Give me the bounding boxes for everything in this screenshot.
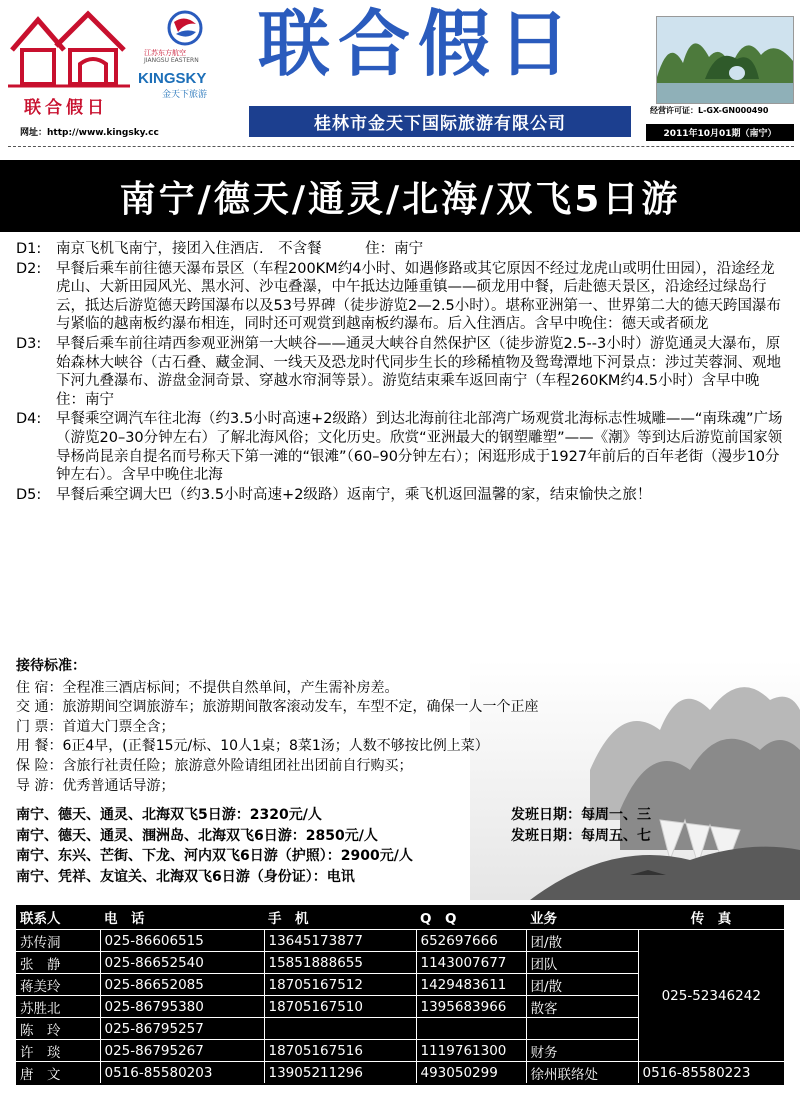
standard-item: 交 通：旅游期间空调旅游车；旅游期间散客滚动发车，车型不定，确保一人一个正座 [16, 699, 539, 716]
license-number: 经营许可证：L-GX-GN000490 [650, 106, 769, 115]
day-label: D3: [16, 335, 42, 352]
contact-qq: 1395683966 [416, 996, 526, 1018]
airline-name-en: JIANGSU EASTERN [144, 57, 199, 64]
contact-fax: 0516-85580223 [638, 1062, 784, 1084]
price-row [16, 805, 786, 826]
column-header: 传 真 [690, 911, 732, 927]
brand-title: 联合假日 [258, 1, 579, 86]
contact-phone: 025-86795257 [100, 1018, 264, 1040]
table-row [16, 930, 784, 952]
contact-phone: 025-86795380 [100, 996, 264, 1018]
house-logo-icon [8, 10, 130, 90]
issue-label: 2011年10月01期（南宁） [646, 124, 794, 141]
contact-mobile: 13905211296 [264, 1062, 416, 1084]
contact-business: 团/散 [526, 974, 638, 996]
header [0, 0, 800, 152]
tour-title: 南宁/德天/通灵/北海/双飞5日游 [119, 178, 681, 220]
contact-mobile: 18705167512 [264, 974, 416, 996]
airline-name: 江苏东方航空 [144, 49, 186, 57]
day-text: 早餐后乘车前往靖西参观亚洲第一大峡谷——通灵大峡谷自然保护区（徒步游览2.5--3小时）游览通灵大瀑布，原始森林大峡谷（古石叠、藏金洞、一线天及恐龙时代同步生长的珍稀植物及鸳鸯潭地下河景点：涉过芙蓉洞、观地下河九叠瀑布、游盘金洞奇景、穿越水帘洞等景）。游览结束乘车返回南宁（车程260KM约4.5小时）含早中晚住：南宁 [56, 335, 781, 408]
price-schedule: 发班日期：每周五、七 [511, 827, 651, 844]
tour-title-bar [0, 160, 800, 232]
column-header: 联系人 [20, 911, 61, 927]
logo-text: 联合假日 [24, 98, 108, 118]
itinerary-day [16, 410, 786, 484]
column-header: 手 机 [268, 911, 309, 927]
airline-logo-icon [140, 10, 230, 46]
contact-mobile: 15851888655 [264, 952, 416, 974]
contact-phone: 0516-85580203 [100, 1062, 264, 1084]
itinerary-day [16, 240, 786, 259]
contact-business: 财务 [526, 1040, 638, 1062]
price-list [16, 805, 786, 887]
kingsky-name: KINGSKY [138, 70, 207, 87]
day-label: D5: [16, 486, 42, 503]
contact-qq: 1143007677 [416, 952, 526, 974]
website-url[interactable]: 网址：http://www.kingsky.cc [20, 128, 159, 138]
contact-qq: 493050299 [416, 1062, 526, 1084]
itinerary-day [16, 335, 786, 409]
contact-business [526, 1018, 638, 1040]
contact-mobile: 18705167510 [264, 996, 416, 1018]
contact-qq: 1119761300 [416, 1040, 526, 1062]
column-header: Q Q [420, 911, 457, 927]
contact-phone: 025-86652540 [100, 952, 264, 974]
standards-heading: 接待标准： [16, 658, 86, 674]
karst-photo [656, 16, 794, 104]
contact-mobile: 13645173877 [264, 930, 416, 952]
price-row [16, 846, 786, 867]
contact-qq: 1429483611 [416, 974, 526, 996]
price-schedule: 发班日期：每周一、三 [511, 807, 651, 823]
contact-business: 散客 [526, 996, 638, 1018]
column-header: 业务 [530, 911, 557, 927]
itinerary-day [16, 260, 786, 334]
contact-table [16, 905, 784, 1085]
contact-phone: 025-86652085 [100, 974, 264, 996]
contact-mobile: 18705167516 [264, 1040, 416, 1062]
contact-business: 团/散 [526, 930, 638, 952]
standard-item: 保 险：含旅行社责任险；旅游意外险请组团社出团前自行购买； [16, 757, 413, 774]
contact-name: 蒋美玲 [16, 974, 100, 996]
header-divider [8, 146, 794, 147]
contact-qq: 652697666 [416, 930, 526, 952]
day-text: 南京飞机飞南宁，接团入住酒店. 不含餐 住：南宁 [56, 241, 424, 257]
day-text: 早餐乘空调汽车往北海（约3.5小时高速+2级路）到达北海前往北部湾广场观赏北海标志性城雕——“南珠魂”广场（游览20–30分钟左右）了解北海风俗；文化历史。欣赏“亚洲最大的钢塑雕塑”——《潮》等到达后游览前国家领导杨尚昆亲自提名而号称天下第一滩的“银滩”（60–90分钟左右）；闲逛形成于1927年前后的百年老街（漫步10分钟左右）。含早中晚住北海 [56, 411, 783, 484]
contact-phone: 025-86795267 [100, 1040, 264, 1062]
itinerary [16, 240, 786, 505]
day-label: D1: [16, 241, 42, 257]
price-route: 南宁、德天、通灵、北海双飞5日游：2320元/人 [16, 807, 322, 823]
table-header-row [16, 905, 784, 930]
kingsky-logo [138, 70, 238, 100]
company-name: 桂林市金天下国际旅游有限公司 [249, 106, 631, 137]
contact-name: 唐 文 [16, 1062, 100, 1084]
contact-name: 许 琰 [16, 1040, 100, 1062]
day-label: D2: [16, 260, 42, 277]
itinerary-day [16, 486, 786, 505]
contact-qq [416, 1018, 526, 1040]
price-route: 南宁、德天、通灵、涠洲岛、北海双飞6日游：2850元/人 [16, 827, 378, 844]
standard-item: 导 游：优秀普通话导游； [16, 777, 175, 794]
standard-item: 用 餐：6正4早，(正餐15元/标、10人1桌；8菜1汤；人数不够按比例上菜） [16, 738, 489, 755]
day-text: 早餐后乘空调大巴（约3.5小时高速+2级路）返南宁，乘飞机返回温馨的家，结束愉快之旅！ [56, 486, 652, 503]
price-row [16, 826, 786, 847]
contact-business: 徐州联络处 [526, 1062, 638, 1084]
price-row [16, 867, 786, 888]
column-header: 电 话 [104, 911, 145, 927]
standard-item: 住 宿：全程准三酒店标间；不提供自然单间，产生需补房差。 [16, 679, 399, 696]
price-route: 南宁、东兴、芒街、下龙、河内双飞6日游（护照）：2900元/人 [16, 848, 413, 864]
contact-mobile [264, 1018, 416, 1040]
contact-name: 张 静 [16, 952, 100, 974]
day-text: 早餐后乘车前往德天瀑布景区（车程200KM约4小时、如遇修路或其它原因不经过龙虎山或明仕田园），沿途经龙虎山、大新田园风光、黑水河、沙屯叠瀑，中午抵达边陲重镇——硕龙用中餐，后赴德天景区，沿途经过绿岛行云，抵达后游览德天跨国瀑布以及53号界碑（徒步游览2—2.5小时）。堪称亚洲第一、世界第二大的德天跨国瀑布与紧临的越南板约瀑布相连，同时还可观赏到越南板约瀑布。后入住酒店。含早中晚住：德天或者硕龙 [56, 260, 781, 333]
contact-name: 苏胜北 [16, 996, 100, 1018]
standard-item: 门 票：首道大门票全含； [16, 718, 175, 735]
kingsky-name-cn: 金天下旅游 [162, 90, 208, 100]
contact-phone: 025-86606515 [100, 930, 264, 952]
service-standards [16, 657, 576, 796]
contact-business: 团队 [526, 952, 638, 974]
contact-name: 苏传洞 [16, 930, 100, 952]
day-label: D4: [16, 411, 42, 428]
table-row [16, 1062, 784, 1084]
shared-fax: 025-52346242 [638, 930, 784, 1062]
price-route: 南宁、凭祥、友谊关、北海双飞6日游（身份证）：电讯 [16, 868, 355, 885]
contact-name: 陈 玲 [16, 1018, 100, 1040]
